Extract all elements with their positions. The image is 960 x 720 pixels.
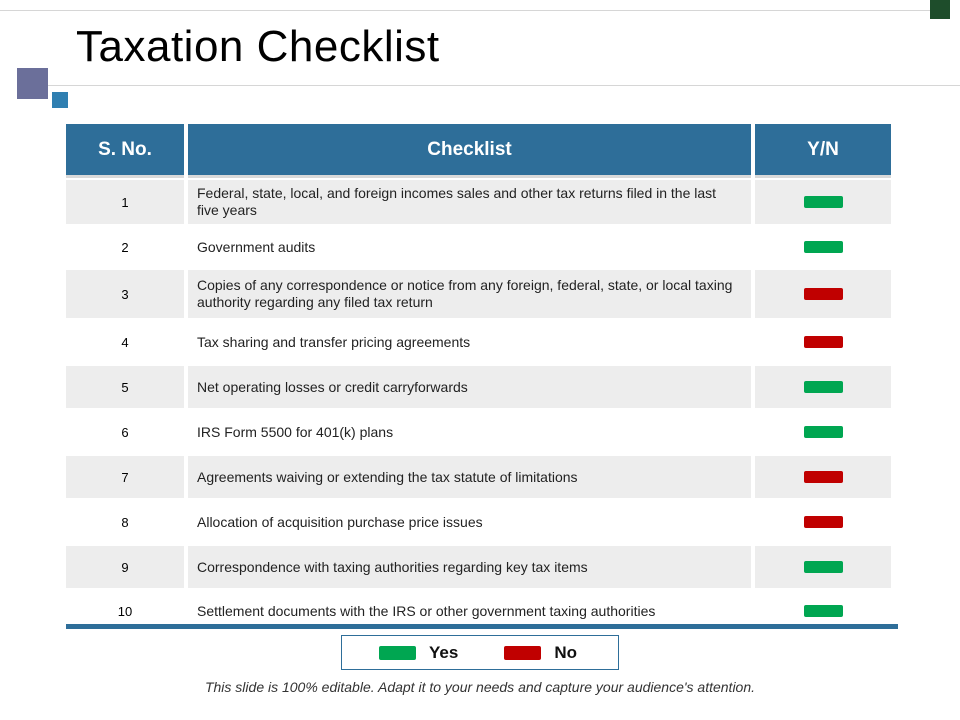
row-number: 10 bbox=[117, 603, 133, 619]
status-yes-indicator bbox=[804, 381, 843, 393]
table-row bbox=[66, 366, 898, 408]
row-number: 5 bbox=[66, 366, 184, 408]
table-row bbox=[66, 226, 898, 268]
table-row bbox=[66, 546, 898, 588]
row-number: 6 bbox=[121, 424, 129, 440]
table-row bbox=[66, 410, 898, 454]
checklist-table bbox=[66, 124, 898, 632]
status-yes-indicator bbox=[804, 196, 843, 208]
decor-square-small bbox=[52, 92, 68, 108]
table-row bbox=[66, 270, 898, 318]
table-row bbox=[66, 500, 898, 544]
legend bbox=[341, 635, 619, 670]
row-number: 1 bbox=[66, 180, 184, 224]
table-row bbox=[66, 320, 898, 364]
header-sno: S. No. bbox=[66, 124, 184, 178]
row-number: 4 bbox=[121, 334, 129, 350]
table-row bbox=[66, 456, 898, 498]
header-checklist: Checklist bbox=[188, 124, 751, 178]
page-title: Taxation Checklist bbox=[76, 22, 440, 71]
legend-no-label: No bbox=[554, 642, 577, 662]
legend-yes bbox=[379, 643, 458, 663]
footer-note: This slide is 100% editable. Adapt it to your needs and capture your audience's attention. bbox=[204, 679, 756, 695]
decor-square-large bbox=[17, 68, 48, 99]
row-checklist-item: Allocation of acquisition purchase price issues bbox=[197, 513, 483, 530]
row-checklist-item: Copies of any correspondence or notice from any foreign, federal, state, or local taxing authority regarding any filed tax return bbox=[188, 270, 751, 318]
row-number: 9 bbox=[66, 546, 184, 588]
row-status-cell bbox=[755, 546, 891, 588]
row-checklist-item: Government audits bbox=[197, 238, 316, 255]
status-yes-indicator bbox=[804, 426, 843, 438]
table-bottom-rule bbox=[66, 624, 898, 629]
status-no-indicator bbox=[804, 336, 843, 348]
legend-no bbox=[504, 643, 577, 663]
status-yes-indicator bbox=[804, 241, 843, 253]
row-checklist-item: IRS Form 5500 for 401(k) plans bbox=[197, 423, 394, 440]
row-number: 2 bbox=[121, 239, 129, 255]
title-divider bbox=[48, 85, 960, 86]
row-number: 3 bbox=[66, 270, 184, 318]
status-no-indicator bbox=[804, 288, 843, 300]
row-status-cell bbox=[755, 366, 891, 408]
status-yes-indicator bbox=[804, 561, 843, 573]
row-status-cell bbox=[755, 270, 891, 318]
row-checklist-item: Tax sharing and transfer pricing agreements bbox=[197, 333, 471, 350]
row-checklist-item: Agreements waiving or extending the tax statute of limitations bbox=[188, 456, 751, 498]
table-header bbox=[66, 124, 898, 178]
row-status-cell bbox=[755, 456, 891, 498]
row-status-cell bbox=[755, 320, 891, 364]
legend-no-swatch bbox=[504, 646, 541, 660]
header-yn: Y/N bbox=[755, 124, 891, 178]
row-status-cell bbox=[755, 226, 891, 268]
row-status-cell bbox=[755, 500, 891, 544]
row-checklist-item: Settlement documents with the IRS or other government taxing authorities bbox=[197, 602, 656, 619]
corner-accent bbox=[930, 0, 950, 19]
top-divider bbox=[0, 10, 930, 11]
legend-yes-swatch bbox=[379, 646, 416, 660]
row-checklist-item: Federal, state, local, and foreign incomes sales and other tax returns filed in the last five years bbox=[188, 180, 751, 224]
row-status-cell bbox=[755, 410, 891, 454]
row-checklist-item: Net operating losses or credit carryforwards bbox=[188, 366, 751, 408]
table-row bbox=[66, 180, 898, 224]
status-no-indicator bbox=[804, 471, 843, 483]
row-number: 8 bbox=[121, 514, 129, 530]
table-body bbox=[66, 180, 898, 632]
row-status-cell bbox=[755, 180, 891, 224]
row-checklist-item: Correspondence with taxing authorities regarding key tax items bbox=[188, 546, 751, 588]
row-number: 7 bbox=[66, 456, 184, 498]
legend-yes-label: Yes bbox=[429, 642, 459, 662]
status-yes-indicator bbox=[804, 605, 843, 617]
status-no-indicator bbox=[804, 516, 843, 528]
